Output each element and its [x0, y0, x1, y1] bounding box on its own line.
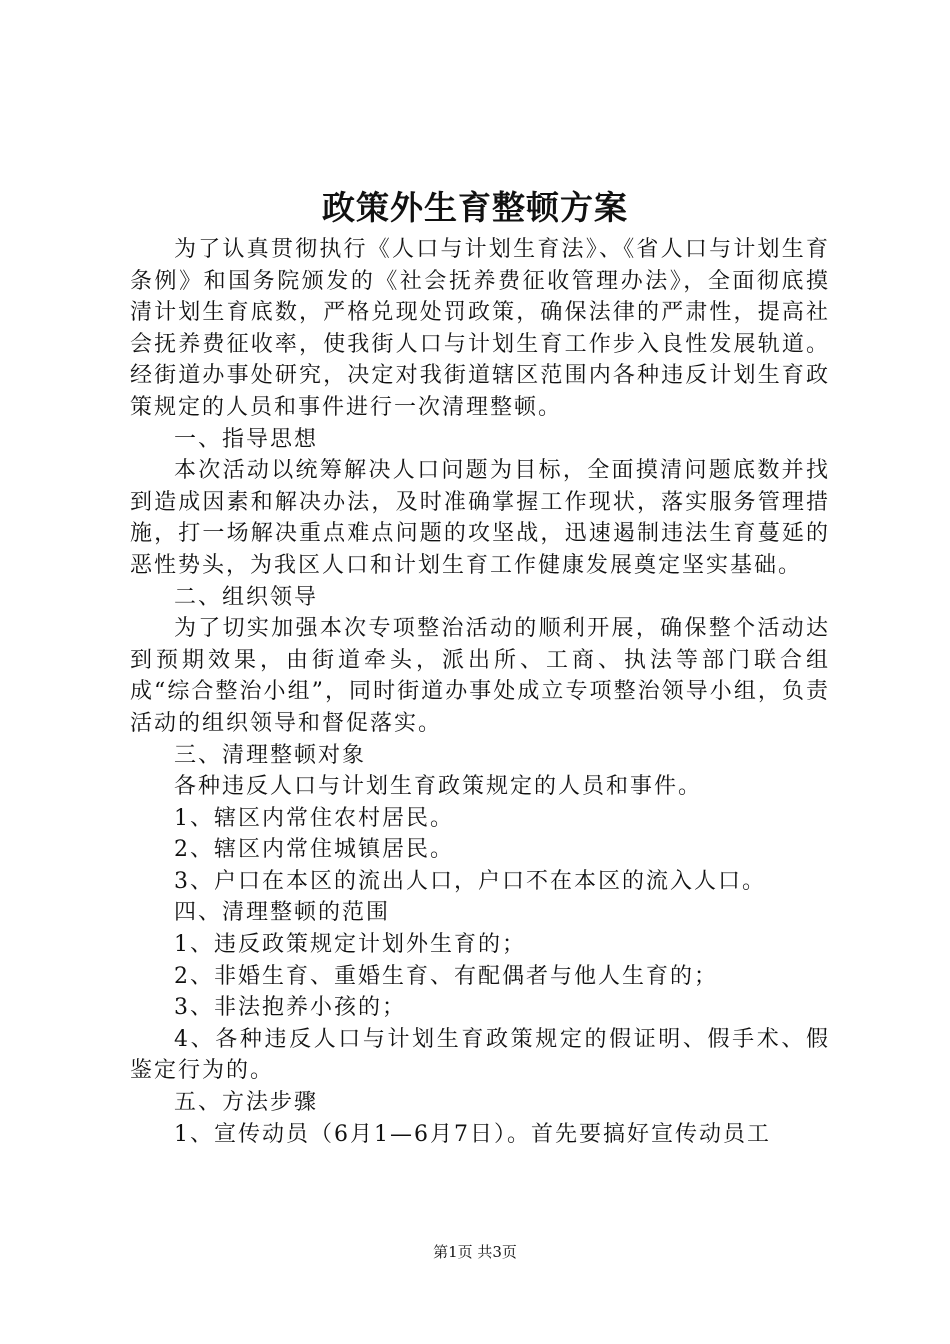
- page-footer: 第1页 共3页: [433, 1243, 517, 1261]
- heading-targets: 三、清理整顿对象: [174, 742, 367, 768]
- list-item: 2、辖区内常住城镇居民。: [174, 837, 454, 863]
- heading-scope: 四、清理整顿的范围: [174, 900, 391, 926]
- paragraph-guiding-principle: 本次活动以统筹解决人口问题为目标，全面摸清问题底数并找到造成因素和解决办法，及时准确掌握工作现状，落实服务管理措施，打一场解决重点难点问题的攻坚战，迅速遏制违法生育蔓延的恶性势头，为我区人口和计划生育工作健康发展奠定坚实基础。: [130, 458, 830, 578]
- list-item: 3、户口在本区的流出人口，户口不在本区的流入人口。: [174, 868, 766, 894]
- list-item: 3、非法抱养小孩的；: [174, 995, 406, 1021]
- document-title: 政策外生育整顿方案: [322, 188, 628, 227]
- paragraph-organization: 为了切实加强本次专项整治活动的顺利开展，确保整个活动达到预期效果，由街道牵头，派出所、工商、执法等部门联合组成“综合整治小组”，同时街道办事处成立专项整治领导小组，负责活动的组织领导和督促落实。: [130, 616, 830, 736]
- paragraph-intro: 为了认真贯彻执行《人口与计划生育法》、《省人口与计划生育条例》和国务院颁发的《社会抚养费征收管理办法》，全面彻底摸清计划生育底数，严格兑现处罚政策，确保法律的严肃性，提高社会抚养费征收率，使我街人口与计划生育工作步入良性发展轨道。经街道办事处研究，决定对我街道辖区范围内各种违反计划生育政策规定的人员和事件进行一次清理整顿。: [130, 237, 830, 420]
- heading-methods: 五、方法步骤: [174, 1090, 319, 1116]
- list-item: 1、宣传动员（6月1—6月7日）。首先要搞好宣传动员工: [174, 1121, 771, 1147]
- list-item: 1、辖区内常住农村居民。: [174, 805, 454, 831]
- list-item: 4、各种违反人口与计划生育政策规定的假证明、假手术、假鉴定行为的。: [130, 1026, 830, 1084]
- heading-organization: 二、组织领导: [174, 584, 319, 610]
- paragraph-targets: 各种违反人口与计划生育政策规定的人员和事件。: [174, 774, 703, 800]
- document-body: [130, 234, 830, 1150]
- list-item: 2、非婚生育、重婚生育、有配偶者与他人生育的；: [174, 963, 718, 989]
- heading-guiding-principle: 一、指导思想: [174, 426, 319, 452]
- list-item: 1、违反政策规定计划外生育的；: [174, 932, 526, 958]
